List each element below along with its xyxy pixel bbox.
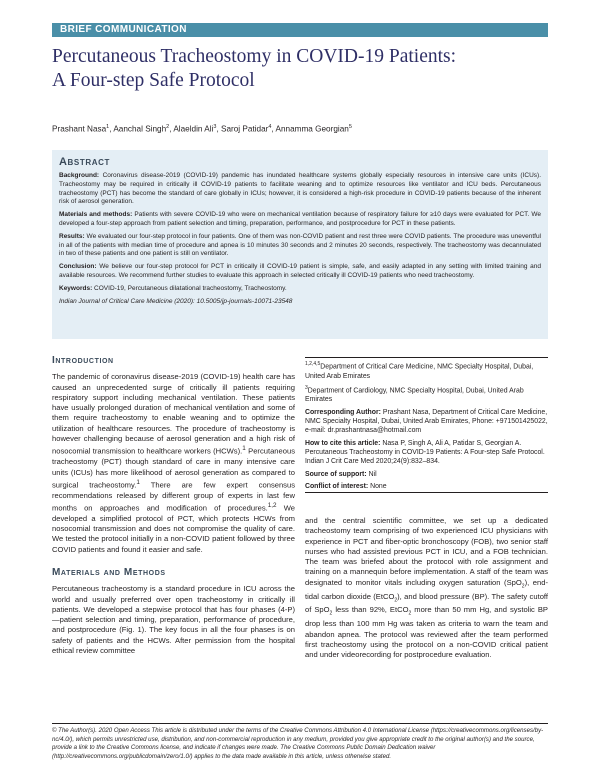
abstract-results <box>59 233 541 259</box>
abstract-conclusion <box>59 263 541 281</box>
affiliation-1: $^{1,2,4,5}$Department of Critical Care Medicine, NMC Specialty Hospital, Dubai, United Arab Emirates <box>305 361 534 380</box>
abstract-box <box>52 150 548 339</box>
right-column-body <box>305 516 548 660</box>
footer-rule <box>52 723 548 724</box>
conflict-of-interest: Conflict of interest: None <box>305 482 387 490</box>
affiliation-top-rule <box>305 357 548 358</box>
author-name: Saroj Patidar <box>221 124 269 134</box>
methods-paragraph: Percutaneous tracheostomy is a standard procedure in ICU across the world and usually preferred over open tracheostomy in critically ill patients. We developed a stepwise protocol that has four phases (4-P)—patient selection and timing, preparation, performance of procedure, and postprocedure (Fig. 1). The key focus in all the four phases is on safety of patients and the HCWs. After permission from the hospital ethical review committee <box>52 584 295 656</box>
author-affiliation-mark: 2 <box>166 124 170 130</box>
author-affiliation-mark: 5 <box>348 124 352 130</box>
license-footer: © The Author(s). 2020 Open Access This article is distributed under the terms of the Creative Commons Attribution 4.0 International License (https://creativecommons.org/licenses/by-nc/4.0/), which permits unrestricted use, distribution, and non-commercial reproduction in any medium, provided you give appropriate credit to the original author(s) and the source, provide a link to the Creative Commons license, and indicate if changes were made. The Creative Commons Public Domain Dedication waiver (http://creativecommons.org/publicdomain/zero/1.0/) applies to the data made available in this article, unless otherwise stated. <box>52 727 544 760</box>
conclusion-text: We believe our four-step protocol for PCT in critically ill COVID-19 patient is simple, safe, and easily adapted in any setting with limited training and available resources. We recommend further studies to evaluate this approach in selected critically ill COVID-19 patients who need tracheostomy. <box>59 263 541 279</box>
abstract-background <box>59 172 541 207</box>
abstract-methods <box>59 211 541 229</box>
results-label: Results: <box>59 232 85 240</box>
journal-citation: Indian Journal of Critical Care Medicine (2020): 10.5005/jp-journals-10071-23548 <box>59 297 293 305</box>
title-line-2: A Four-step Safe Protocol <box>52 70 255 91</box>
author-affiliation-mark: 4 <box>268 124 272 130</box>
keywords-label: Keywords: <box>59 284 93 292</box>
author-name: Annamma Georgian <box>275 124 349 134</box>
corresponding-author: Corresponding Author: Prashant Nasa, Department of Critical Care Medicine, NMC Specialty Hospital, Dubai, United Arab Emirates, Phone: +971501425022, e-mail: dr.prashantnasa@hotmail.com <box>305 408 548 435</box>
affiliation-block <box>305 360 548 494</box>
source-of-support: Source of support: Nil <box>305 470 377 478</box>
keywords-text: COVID-19, Percutaneous dilatational tracheostomy, Tracheostomy. <box>94 284 287 292</box>
methods-continued-paragraph: and the central scientific committee, we set up a dedicated tracheostomy team comprising of two experienced ICU physicians with experience in PCT and fiber-optic bronchoscopy (FOB), two senior staff nurses who had assisted previous PCT in ICU, and a FOB technician. The team was briefed about the protocol with role assignment and training on a mannequin before implementation. A staff of the team was designated to monitor vitals including oxygen saturation (SpO$_2$), end-tidal carbon dioxide (EtCO$_2$), and blood pressure (BP). The safety cutoff of SpO$_2$ less than 92%, EtCO$_2$ more than 50 mm Hg, and systolic BP drop less than 100 mm Hg was taken as criteria to warn the team and abandon apnea. The protocol was reviewed after the team performed first tracheostomy using the protocol on a non-COVID critical patient and under videorecording for postprocedure evaluation. <box>305 516 548 660</box>
author-affiliation-mark: 1 <box>106 124 110 130</box>
author-name: Aanchal Singh <box>113 124 167 134</box>
how-to-cite: How to cite this article: Nasa P, Singh A, Ali A, Patidar S, Georgian A. Percutaneous Tracheostomy in COVID-19 Patients: A Four-step Safe Protocol. Indian J Crit Care Med 2020;24(9):832–834. <box>305 439 545 466</box>
introduction-heading: Introduction <box>52 355 114 366</box>
methods-text: Patients with severe COVID-19 who were on mechanical ventilation because of respiratory failure for ≥10 days were evaluated for PCT. We developed a four-step approach from patient selection and timing, preparation, performance, and postprocedure for PCT in these patients. <box>59 211 541 227</box>
reference-mark: 1 <box>136 478 140 486</box>
background-label: Background: <box>59 172 100 179</box>
background-text: Coronavirus disease-2019 (COVID-19) pandemic has inundated healthcare systems globally especially resources in intensive care units (ICUs). Tracheostomy may be required in critically ill COVID-19 patients to facilitate weaning and to optimize resources like ventilator and ICU beds. Percutaneous tracheostomy (PCT) has become the standard of care globally in ICUs; however, it is considered a high-risk procedure in COVID-19 patients because of the inherent risk of aerosol generation. <box>59 172 542 206</box>
author-list: Prashant Nasa$^1$, Aanchal Singh$^2$, Alaeldin Ali$^3$, Saroj Patidar$^4$, Annamma Georgian$^5$ <box>52 124 352 134</box>
methods-label: Materials and methods: <box>59 211 133 219</box>
title-line-1: Percutaneous Tracheostomy in COVID-19 Patients: <box>52 46 457 67</box>
methods-heading: Materials and Methods <box>52 566 166 578</box>
results-text: We evaluated our four-step protocol in four patients. One of them was non-COVID patient and rest three were COVID patients. The procedure was uneventful in all of the patients with median time of procedure and apnea is 10 minutes 30 seconds and 2 minutes 20 seconds, respectively. The tracheostomy was decannulated in two of these patients and one patient is still on ventilator. <box>59 232 541 258</box>
article-title <box>52 45 552 93</box>
conclusion-label: Conclusion: <box>59 263 97 271</box>
author-affiliation-mark: 3 <box>213 124 217 130</box>
introduction-paragraph: The pandemic of coronavirus disease-2019 (COVID-19) health care has caused an unprecedented surge of critically ill patients requiring respiratory support including mechanical ventilation. These patients have usually prolonged duration of mechanical ventilation and some of them require tracheostomy to enable weaning and to optimize the utilization of healthcare resources. The procedure of tracheostomy is however challenging because of aerosol generation and a high risk of nosocomial transmission to healthcare workers (HCWs).$^1$ Percutaneous tracheostomy (PCT) though standard of care in many intensive care units (ICUs) has more likelihood of aerosol generation as compared to surgical tracheostomy.$^1$ There are few expert consensus recommendations released by different group of experts in last few months on approaches and modification of procedures.$^{1,2}$ We developed a simplified protocol of PCT, which protects HCWs from nosocomial transmission and does not compromise the quality of care. We tested the protocol initially in a non-COVID patient followed by three COVID patients and found it easier and safe. <box>52 372 295 554</box>
reference-mark: 1,2 <box>267 501 277 509</box>
abstract-heading: Abstract <box>59 156 110 168</box>
affiliation-2: $^3$Department of Cardiology, NMC Specialty Hospital, Dubai, United Arab Emirates <box>305 384 524 404</box>
left-column <box>52 356 295 656</box>
article-type-banner <box>52 23 548 37</box>
author-name: Alaeldin Ali <box>173 124 214 134</box>
abstract-keywords <box>59 285 541 294</box>
reference-mark: 1 <box>242 445 246 453</box>
article-type-label: BRIEF COMMUNICATION <box>60 24 187 35</box>
author-name: Prashant Nasa <box>52 124 107 134</box>
affiliation-bottom-rule <box>305 492 548 493</box>
